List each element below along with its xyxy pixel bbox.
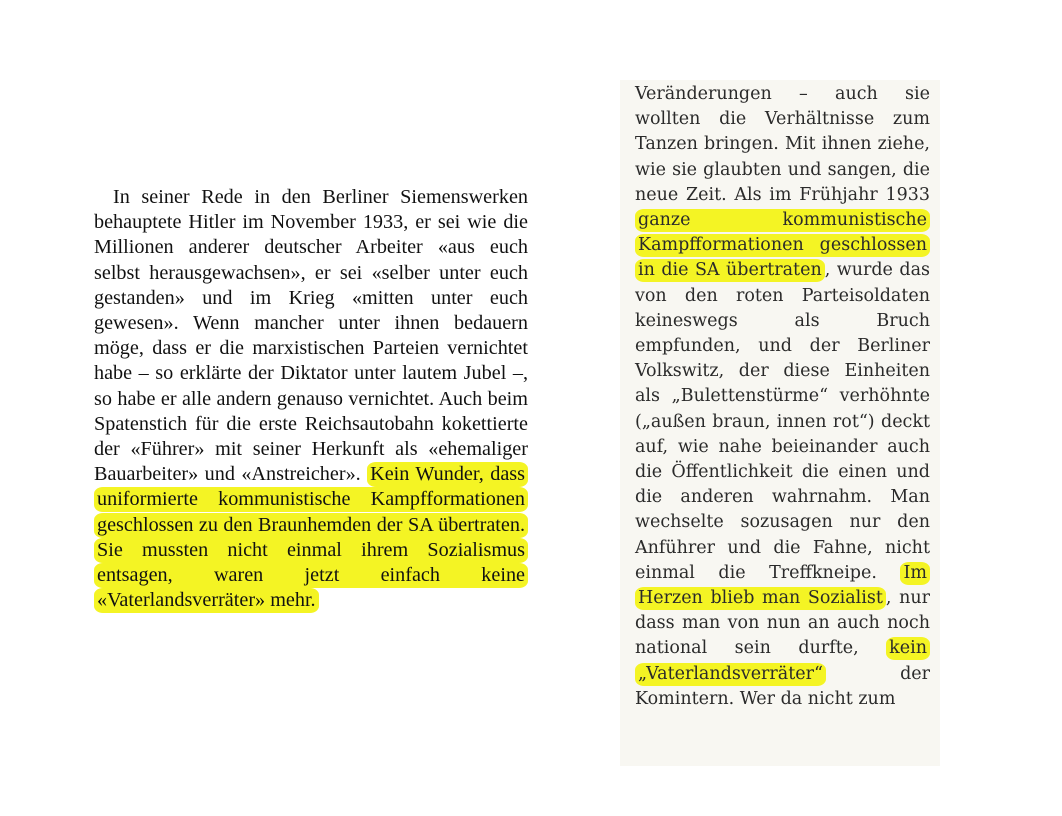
right-paragraph	[635, 82, 930, 712]
right-text-column	[635, 82, 930, 712]
right-highlight-1: ganze kommunistische Kampfformationen geschlossen in die SA übertraten	[635, 209, 930, 282]
right-text-segment-1: Veränderungen – auch sie wollten die Verhältnisse zum Tanzen bringen. Mit ihnen ziehe, wie sie glaubten und sangen, die neue Zeit. Als im Frühjahr 1933	[635, 84, 930, 205]
right-highlight-2: Im Herzen blieb man Sozialist	[635, 562, 930, 610]
right-text-segment-4: der Komintern. Wer da nicht zum	[635, 663, 930, 709]
left-paragraph-text: In seiner Rede in den Berliner Siemenswerken behauptete Hitler im November 1933, er sei wie die Millionen anderer deutscher Arbeiter «aus euch selbst herausgewachsen», er sei «selber unter euch gestanden» und im Krieg «mitten unter euch gewesen». Wenn mancher unter ihnen bedauern möge, dass er die marxistischen Parteien vernichtet habe – so erklärte der Diktator unter lautem Jubel –, so habe er alle andern genauso vernichtet. Auch beim Spatenstich für die erste Reichsautobahn kokettierte der «Führer» mit seiner Herkunft als «ehemaliger Bauarbeiter» und «Anstreicher».	[94, 186, 528, 486]
left-highlighted-passage: Kein Wunder, dass uniformierte kommunistische Kampfformationen geschlossen zu den Braunhemden der SA übertraten. Sie mussten nicht einmal ihrem Sozialismus entsagen, waren jetzt einfach keine «Vaterlandsverräter» mehr.	[94, 462, 528, 613]
right-book-page	[620, 80, 940, 766]
right-highlight-3: kein „Vaterlandsverräter“	[635, 637, 930, 685]
right-text-segment-2: , wurde das von den roten Parteisoldaten keineswegs als Bruch empfunden, und der Berliner Volkswitz, der diese Einheiten als „Bulettenstürme“ verhöhnte („außen braun, innen rot“) deckt auf, wie nahe beieinander auch die Öffentlichkeit die einen und die anderen wahrnahm. Man wechselte sozusagen nur den Anführer und die Fahne, nicht einmal die Treffkneipe.	[635, 260, 930, 583]
right-text-segment-3: , nur dass man von nun an auch noch national sein durfte,	[635, 588, 930, 659]
left-book-page	[94, 185, 528, 613]
left-paragraph	[94, 185, 528, 613]
